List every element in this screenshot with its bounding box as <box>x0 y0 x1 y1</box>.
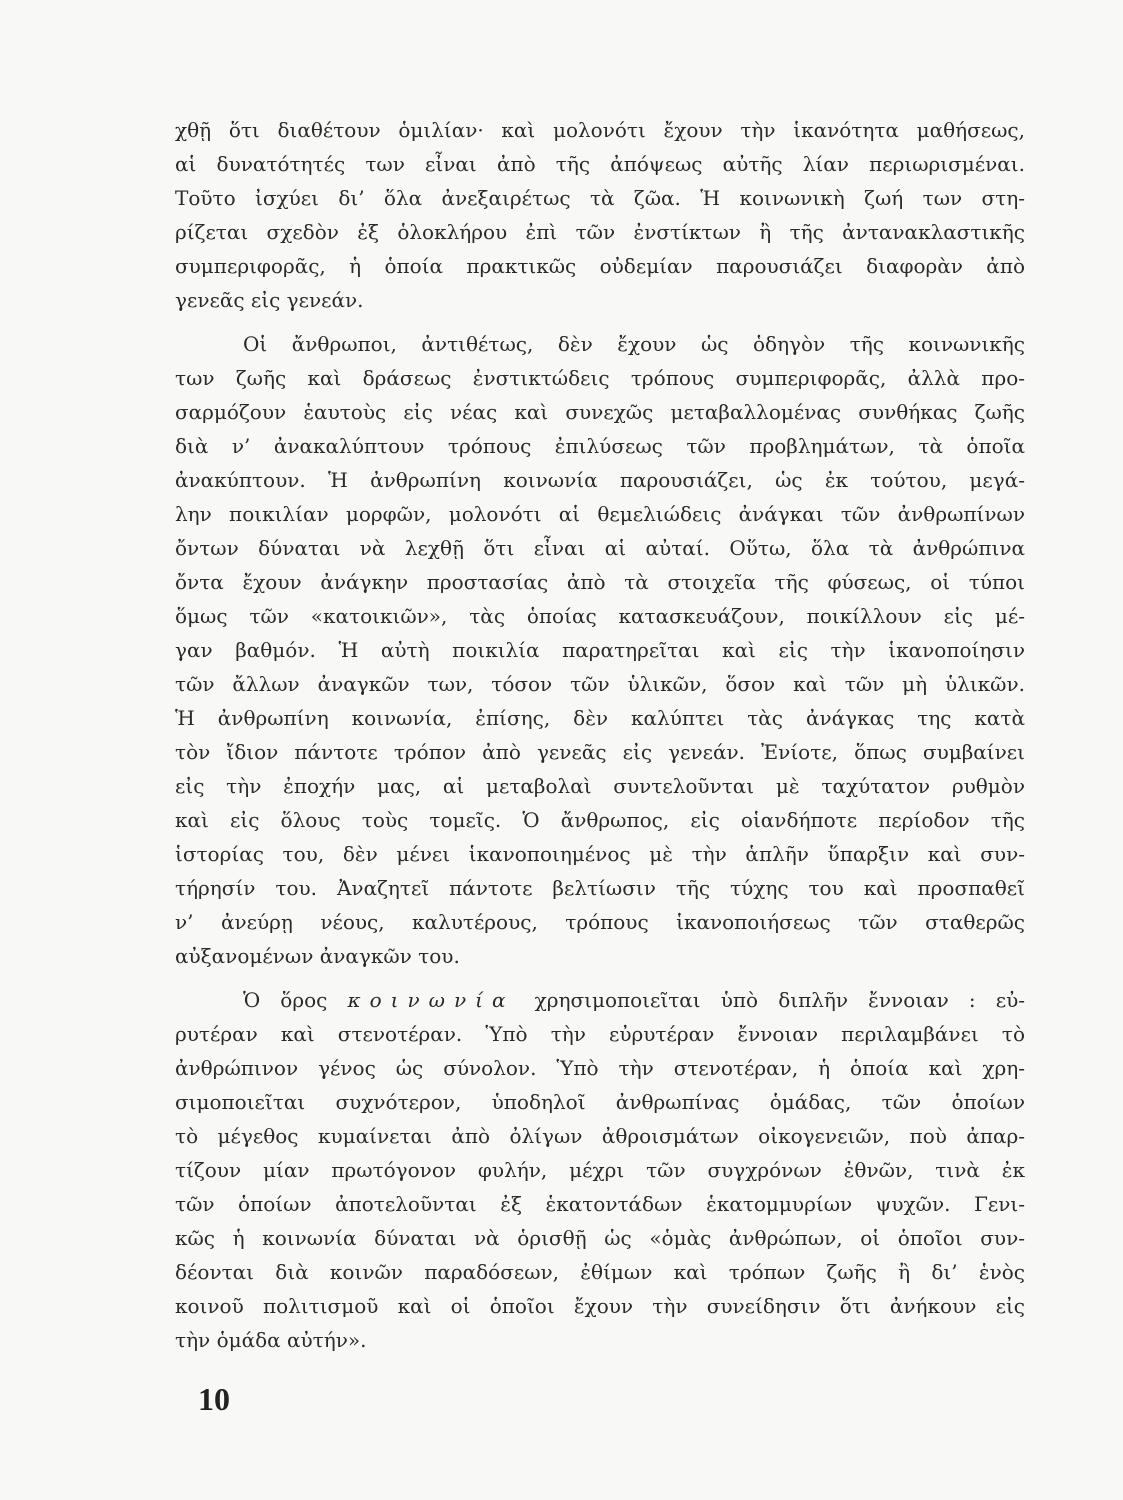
text-line: ἱστορίας του, δὲν μένει ἱκανοποιημένος μὲ τὴν ἁπλῆν ὕπαρξιν καὶ συν- <box>175 842 1025 866</box>
text-line: ὄντων δύναται νὰ λεχθῇ ὅτι εἶναι αἱ αὐταί. Οὕτω, ὅλα τὰ ἀνθρώπινα <box>175 536 1025 560</box>
text-line: των ζωῆς καὶ δράσεως ἐνστικτώδεις τρόπους συμπεριφορᾶς, ἀλλὰ προ- <box>175 366 1025 390</box>
lead-text: χρησιμοποιεῖται ὑπὸ διπλῆν ἔννοιαν : εὐ- <box>534 988 1026 1012</box>
text-line: Ἡ ἀνθρωπίνη κοινωνία, ἐπίσης, δὲν καλύπτει τὰς ἀνάγκας της κατὰ <box>175 706 1025 730</box>
text-line: τῶν ἄλλων ἀναγκῶν των, τόσον τῶν ὑλικῶν, ὅσον καὶ τῶν μὴ ὑλικῶν. <box>175 672 1025 696</box>
text-line <box>175 983 1025 1017</box>
text-line: καὶ εἰς ὅλους τοὺς τομεῖς. Ὁ ἄνθρωπος, εἰς οἱανδήποτε περίοδον τῆς <box>175 808 1025 832</box>
text-line: ἀνθρώπινον γένος ὡς σύνολον. Ὑπὸ τὴν στενοτέραν, ἡ ὁποία καὶ χρη- <box>175 1056 1025 1080</box>
text-line: τῶν ὁποίων ἀποτελοῦνται ἐξ ἑκατοντάδων ἑκατομμυρίων ψυχῶν. Γενι- <box>175 1192 1025 1216</box>
body-text <box>175 113 1025 1357</box>
text-line: σιμοποιεῖται συχνότερον, ὑποδηλοῖ ἀνθρωπίνας ὁμάδας, τῶν ὁποίων <box>175 1090 1025 1114</box>
text-line: σαρμόζουν ἑαυτοὺς εἰς νέας καὶ συνεχῶς μεταβαλλομένας συνθήκας ζωῆς <box>175 400 1025 424</box>
paragraph-3 <box>175 983 1025 1357</box>
text-line: αὐξανομένων ἀναγκῶν του. <box>175 944 460 968</box>
text-line: εἰς τὴν ἐποχήν μας, αἱ μεταβολαὶ συντελοῦνται μὲ ταχύτατον ρυθμὸν <box>175 774 1025 798</box>
text-line: Τοῦτο ἰσχύει δι’ ὅλα ἀνεξαιρέτως τὰ ζῶα. Ἡ κοινωνικὴ ζωή των στη- <box>175 186 1025 210</box>
text-line: λην ποικιλίαν μορφῶν, μολονότι αἱ θεμελιώδεις ἀνάγκαι τῶν ἀνθρωπίνων <box>175 502 1025 526</box>
paragraph-1 <box>175 113 1025 317</box>
page-number: 10 <box>198 1381 230 1417</box>
lead-text: Ὁ ὅρος <box>243 988 328 1012</box>
text-line: τὸ μέγεθος κυμαίνεται ἀπὸ ὀλίγων ἀθροισμάτων οἰκογενειῶν, ποὺ ἀπαρ- <box>175 1124 1025 1148</box>
text-line: διὰ ν’ ἀνακαλύπτουν τρόπους ἐπιλύσεως τῶν προβλημάτων, τὰ ὁποῖα <box>175 434 1025 458</box>
text-line: τήρησίν του. Ἀναζητεῖ πάντοτε βελτίωσιν τῆς τύχης του καὶ προσπαθεῖ <box>175 876 1025 900</box>
text-line: κῶς ἡ κοινωνία δύναται νὰ ὁρισθῇ ὡς «ὁμὰς ἀνθρώπων, οἱ ὁποῖοι συν- <box>175 1226 1025 1250</box>
text-line: χθῇ ὅτι διαθέτουν ὁμιλίαν· καὶ μολονότι ἔχουν τὴν ἱκανότητα μαθήσεως, <box>175 118 1025 142</box>
text-line: ρυτέραν καὶ στενοτέραν. Ὑπὸ τὴν εὐρυτέραν ἔννοιαν περιλαμβάνει τὸ <box>175 1022 1025 1046</box>
text-line: γαν βαθμόν. Ἡ αὐτὴ ποικιλία παρατηρεῖται καὶ εἰς τὴν ἱκανοποίησιν <box>175 638 1025 662</box>
text-line: τίζουν μίαν πρωτόγονον φυλήν, μέχρι τῶν συγχρόνων ἐθνῶν, τινὰ ἐκ <box>175 1158 1025 1182</box>
text-line: ὅμως τῶν «κατοικιῶν», τὰς ὁποίας κατασκευάζουν, ποικίλλουν εἰς μέ- <box>175 604 1025 628</box>
text-line: αἱ δυνατότητές των εἶναι ἀπὸ τῆς ἀπόψεως αὐτῆς λίαν περιωρισμέναι. <box>175 152 1025 176</box>
text-line: Οἱ ἄνθρωποι, ἀντιθέτως, δὲν ἔχουν ὡς ὁδηγὸν τῆς κοινωνικῆς <box>243 332 1025 356</box>
text-line: συμπεριφορᾶς, ἡ ὁποία πρακτικῶς οὐδεμίαν παρουσιάζει διαφορὰν ἀπὸ <box>175 254 1025 278</box>
text-line: τὴν ὁμάδα αὐτήν». <box>175 1328 367 1352</box>
text-line: δέονται διὰ κοινῶν παραδόσεων, ἐθίμων καὶ τρόπων ζωῆς ἢ δι’ ἑνὸς <box>175 1260 1025 1284</box>
text-line: κοινοῦ πολιτισμοῦ καὶ οἱ ὁποῖοι ἔχουν τὴν συνείδησιν ὅτι ἀνήκουν εἰς <box>175 1294 1025 1318</box>
emphasized-term: κοινωνία <box>347 988 515 1012</box>
text-line: τὸν ἴδιον πάντοτε τρόπον ἀπὸ γενεᾶς εἰς γενεάν. Ἐνίοτε, ὅπως συμβαίνει <box>175 740 1025 764</box>
text-line: γενεᾶς εἰς γενεάν. <box>175 288 364 312</box>
paragraph-2 <box>175 327 1025 973</box>
text-line: ὄντα ἔχουν ἀνάγκην προστασίας ἀπὸ τὰ στοιχεῖα τῆς φύσεως, οἱ τύποι <box>175 570 1025 594</box>
text-line: ρίζεται σχεδὸν ἐξ ὁλοκλήρου ἐπὶ τῶν ἐνστίκτων ἢ τῆς ἀντανακλαστικῆς <box>175 220 1025 244</box>
text-line: ν’ ἀνεύρῃ νέους, καλυτέρους, τρόπους ἱκανοποιήσεως τῶν σταθερῶς <box>175 910 1025 934</box>
text-line: ἀνακύπτουν. Ἡ ἀνθρωπίνη κοινωνία παρουσιάζει, ὡς ἐκ τούτου, μεγά- <box>175 468 1025 492</box>
